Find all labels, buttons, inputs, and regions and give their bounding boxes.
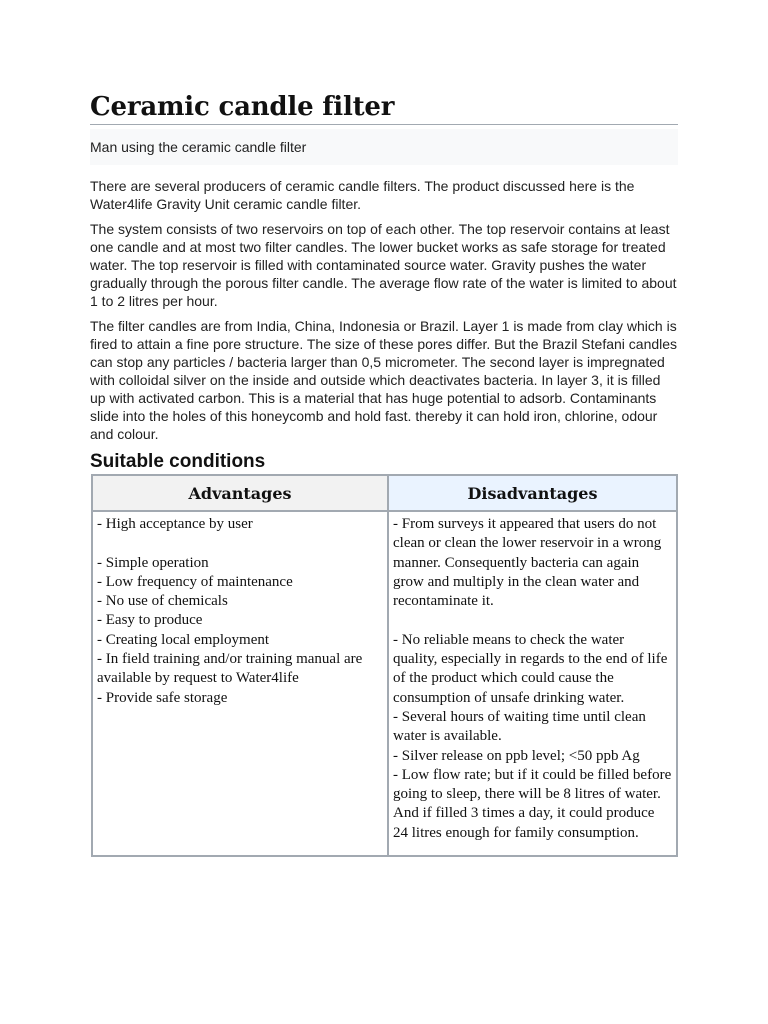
advantage-item: - High acceptance by user (97, 516, 253, 532)
intro-paragraph: There are several producers of ceramic candle filters. The product discussed here is the Water4life Gravity Unit ceramic candle filter. (90, 178, 635, 212)
disadvantage-item: - No reliable means to check the water quality, especially in regards to the end of life of the product which could cause the consumption of unsafe drinking water. (393, 631, 668, 706)
spacer (97, 534, 383, 553)
advantages-header: Advantages (92, 475, 388, 511)
advantage-item: - Simple operation (97, 554, 209, 571)
advantages-cell (92, 511, 388, 856)
candles-paragraph: The filter candles are from India, China, Indonesia or Brazil. Layer 1 is made from clay which is fired to attain a fine pore structure. The size of these pores differ. But the Brazil Stefani candles can stop any particles / bacteria larger than 0,5 micrometer. The second layer is impregnated with colloidal silver on the inside and outside which deactivates bacteria. In layer 3, it is filled up with activated carbon. This is a material that has huge potential to adsorb. Contaminants slide into the holes of this honeycomb and hold fast. thereby it can hold iron, chlorine, odour and colour. (90, 318, 678, 442)
conditions-table (91, 474, 678, 857)
image-caption: Man using the ceramic candle filter (90, 129, 678, 165)
disadvantage-item: - Low flow rate; but if it could be filled before going to sleep, there will be 8 litres of water. And if filled 3 times a day, it could produce 24 litres enough for family consumption. (393, 766, 672, 841)
advantage-item: - In field training and/or training manual are available by request to Water4life (97, 651, 363, 687)
disadvantages-header: Disadvantages (388, 475, 677, 511)
advantage-item: - Easy to produce (97, 612, 203, 629)
disadvantage-item: - From surveys it appeared that users do not clean or clean the lower reservoir in a wrong manner. Consequently bacteria can again grow and multiply in the clean water and recontaminate it. (393, 516, 662, 610)
advantage-item: - No use of chemicals (97, 593, 228, 610)
section-heading: Suitable conditions (90, 451, 266, 472)
disadvantage-item: - Silver release on ppb level; <50 ppb Ag (393, 747, 640, 764)
disadvantage-item: - Several hours of waiting time until clean water is available. (393, 708, 646, 745)
spacer (393, 611, 672, 630)
table-header-row (92, 475, 677, 511)
system-paragraph: The system consists of two reservoirs on top of each other. The top reservoir contains at least one candle and at most two filter candles. The lower bucket works as safe storage for treated water. The top reservoir is filled with contaminated source water. Gravity pushes the water gradually through the porous filter candle. The average flow rate of the water is limited to about 1 to 2 litres per hour. (90, 221, 677, 309)
page-title: Ceramic candle filter (90, 92, 678, 125)
advantage-item: - Creating local employment (97, 631, 270, 648)
disadvantages-cell (388, 511, 677, 856)
advantage-item: - Provide safe storage (97, 689, 228, 706)
advantage-item: - Low frequency of maintenance (97, 573, 293, 590)
table-row (92, 511, 677, 856)
